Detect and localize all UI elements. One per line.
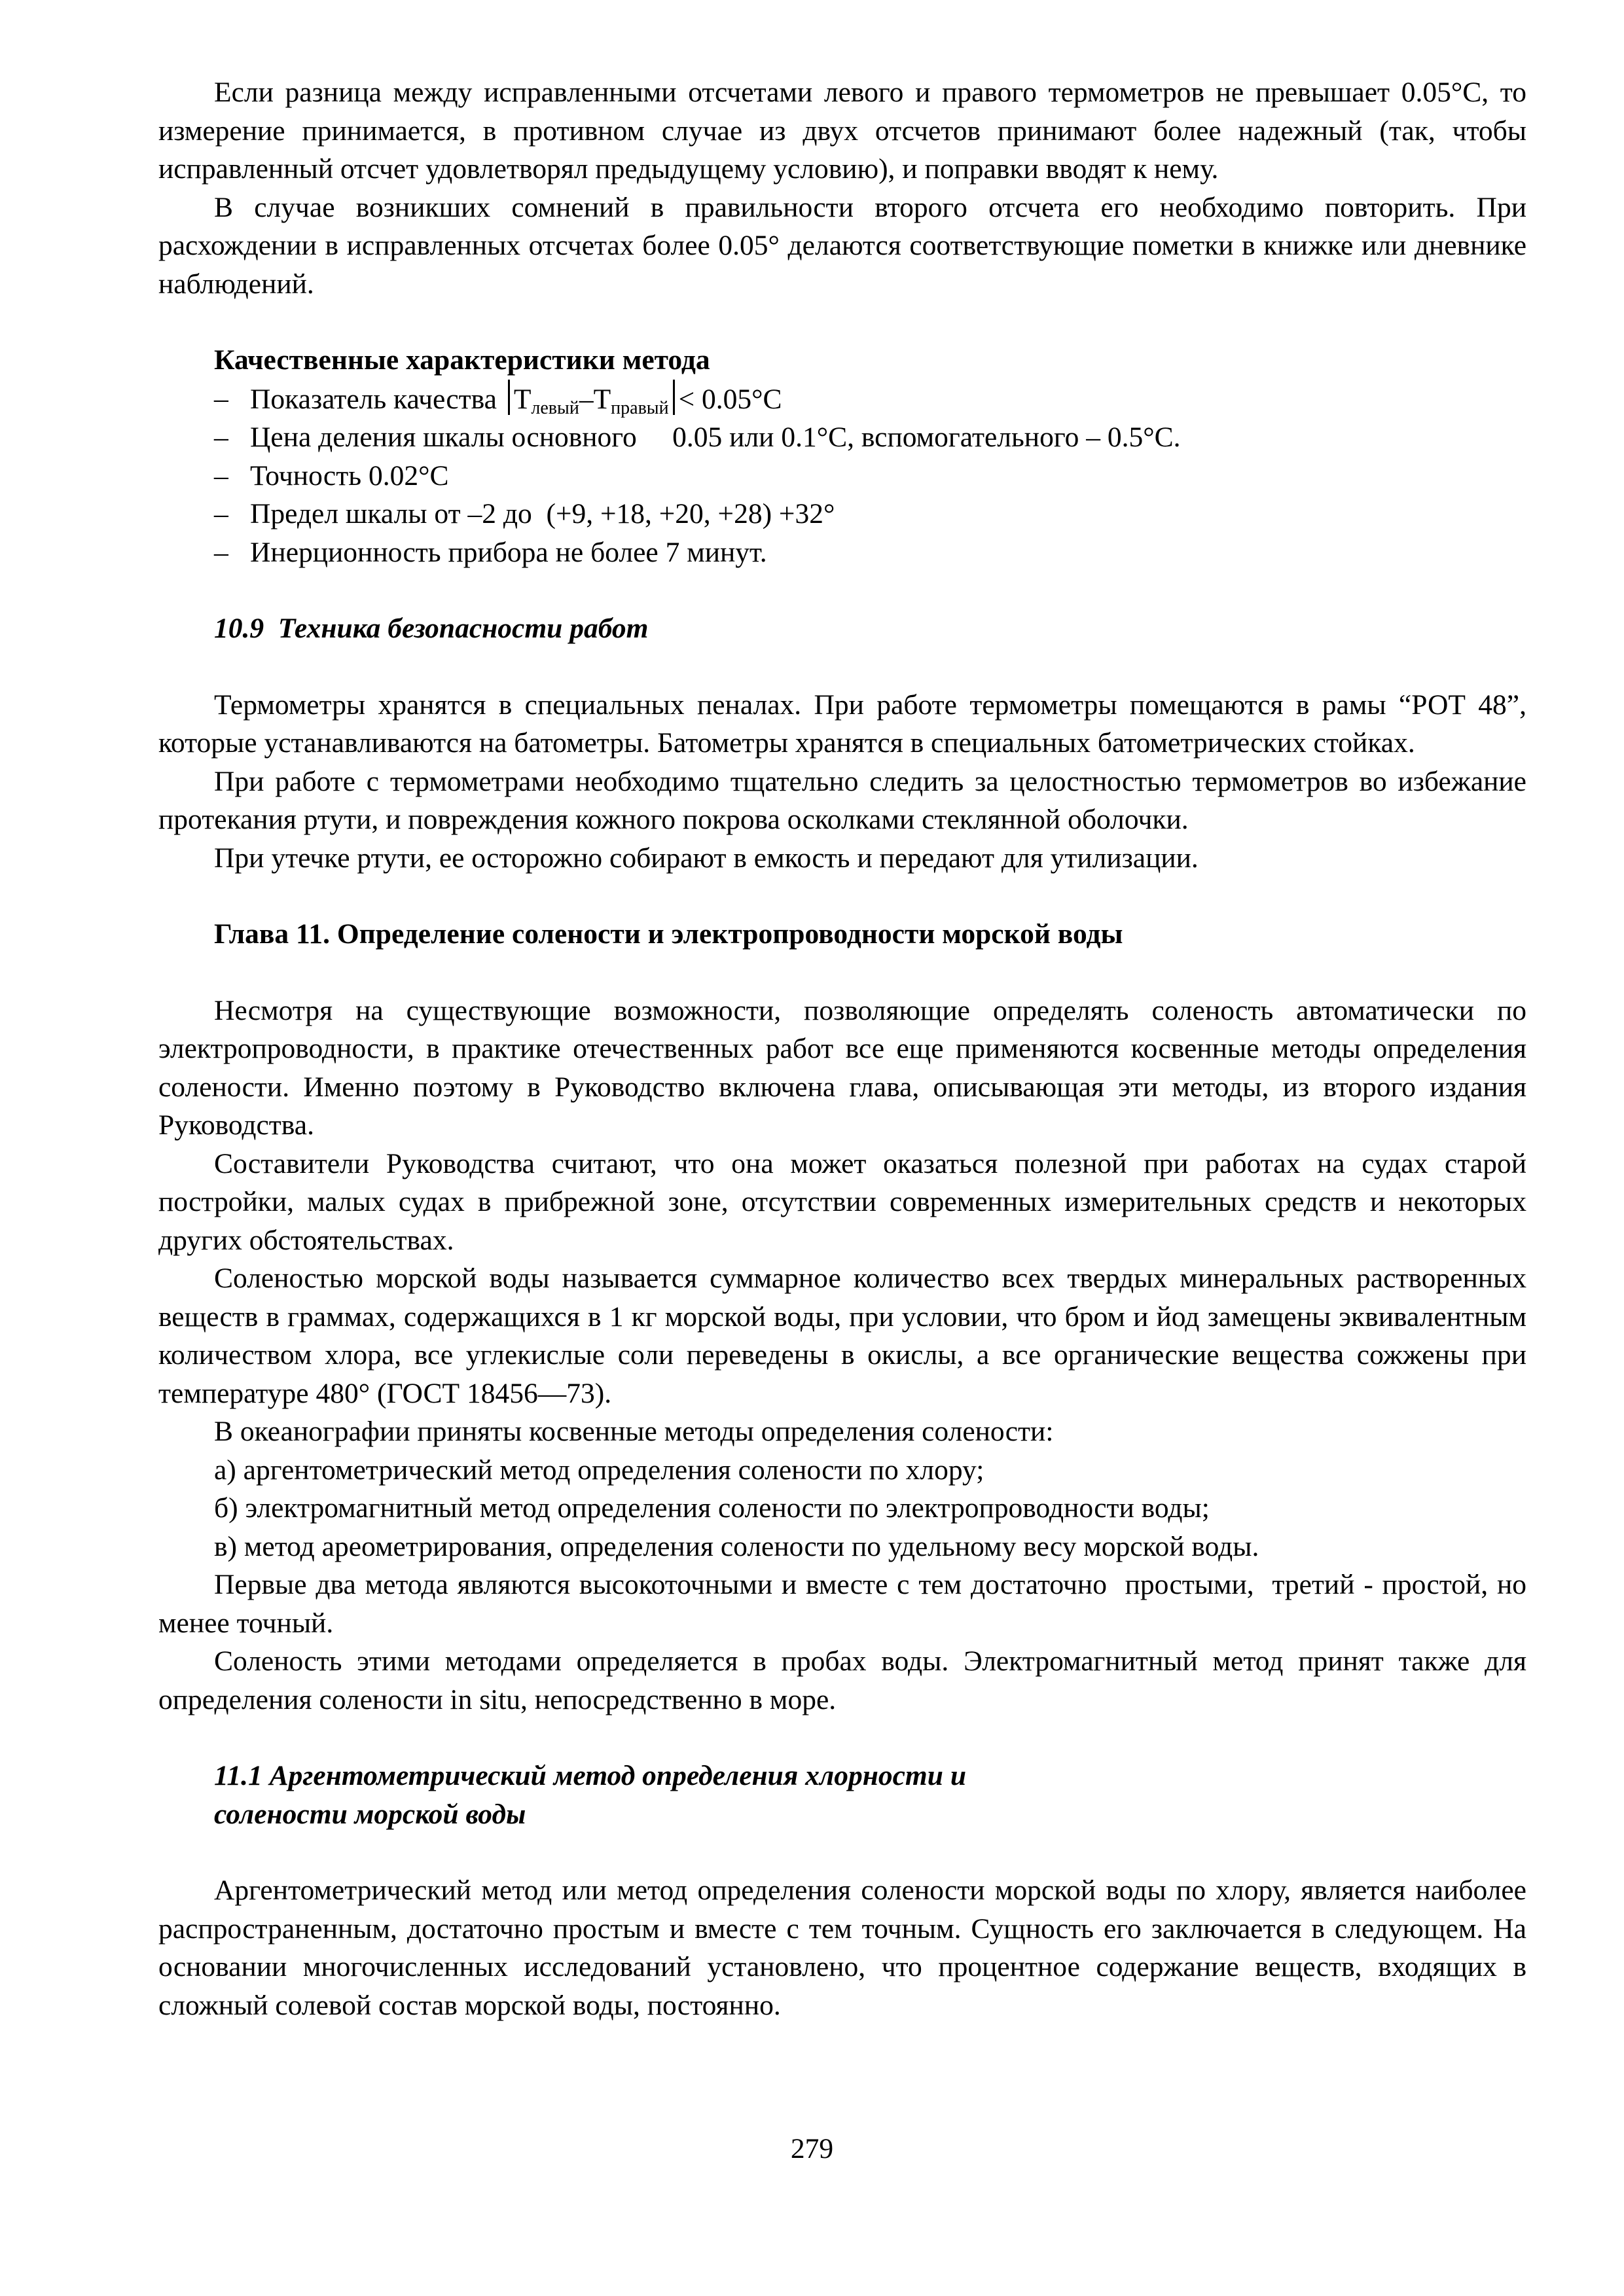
page-content — [158, 73, 1534, 2024]
section-heading-line: солености морской воды — [214, 1798, 526, 1830]
quality-index-label: Показатель качества — [250, 383, 497, 415]
abs-bar-right — [673, 380, 675, 415]
quality-index-value: < 0.05°С — [678, 383, 782, 415]
sub-right: правый — [611, 397, 669, 418]
chapter-heading: Глава 11. Определение солености и электропроводности морской воды — [214, 918, 1123, 950]
list-item-a: а) аргентометрический метод определения солености по хлору; — [214, 1454, 984, 1486]
paragraph: Составители Руководства считают, что она может оказаться полезной при работах на судах старой постройки, малых судах в прибрежной зоне, отсутствии современных измерительных средств и некоторых других обстоятельствах. — [158, 1147, 1526, 1256]
quality-list — [158, 380, 1526, 572]
list-item — [214, 457, 1526, 495]
sub-left: левый — [531, 397, 579, 418]
list-item — [214, 418, 1526, 457]
list-item — [214, 380, 1526, 419]
paragraph: Первые два метода являются высокоточными и вместе с тем достаточно простыми, третий - простой, но менее точный. — [158, 1569, 1534, 1639]
safety-heading: 10.9 Техника безопасности работ — [214, 613, 649, 644]
minus-t-symbol: –Т — [579, 383, 611, 415]
paragraph: Соленостью морской воды называется суммарное количество всех твердых минеральных растворенных веществ в граммах, содержащихся в 1 кг морской воды, при условии, что бром и йод замещены эквивалентным количеством хлора, все углекислые соли переведены в окислы, а все органические вещества сожжены при температуре 480° (ГОСТ 18456—73). — [158, 1263, 1526, 1409]
paragraph: Если разница между исправленными отсчетами левого и правого термометров не превышает 0.05°С, то измерение принимается, в противном случае из двух отсчетов принимают более надежный (так, чтобы исправленный отсчет удовлетворял предыдущему условию), и поправки вводят к нему. — [158, 77, 1526, 185]
paragraph: Термометры хранятся в специальных пеналах. При работе термометры помещаются в рамы “РОТ 48”, которые устанавливаются на батометры. Батометры хранятся в специальных батометрических стойках. — [158, 689, 1526, 759]
paragraph: Несмотря на существующие возможности, позволяющие определять соленость автоматически по электропроводности, в практике отечественных работ все еще применяются косвенные методы определения солености. Именно поэтому в Руководство включена глава, описывающая эти методы, из второго издания Руководства. — [158, 994, 1526, 1141]
section-heading — [158, 1757, 1526, 1833]
paragraph: Соленость этими методами определяется в пробах воды. Электромагнитный метод принят также для определения солености in situ, непосредственно в море. — [158, 1645, 1526, 1715]
paragraph: Аргентометрический метод или метод определения солености морской воды по хлору, является наиболее распространенным, достаточно простым и вместе с тем точным. Сущность его заключается в следующем. На основании многочисленных исследований установлено, что процентное содержание веществ, входящих в сложный солевой состав морской воды, постоянно. — [158, 1874, 1526, 2021]
list-dash: – — [214, 422, 228, 453]
paragraph: В случае возникших сомнений в правильности второго отсчета его необходимо повторить. При расхождении в исправленных отсчетах более 0.05° делаются соответствующие пометки в книжке или дневнике наблюдений. — [158, 191, 1526, 300]
paragraph: При утечке ртути, ее осторожно собирают в емкость и передают для утилизации. — [214, 842, 1199, 874]
list-dash: – — [214, 382, 228, 414]
abs-bar-left — [508, 380, 510, 415]
chapter-section — [158, 992, 1534, 1719]
scale-division-text: Цена деления шкалы основного 0.05 или 0.1°С, вспомогательного – 0.5°С. — [250, 422, 1181, 453]
section-heading-line: 11.1 Аргентометрический метод определения хлорности и — [214, 1760, 967, 1791]
paragraph: В океанографии приняты косвенные методы определения солености: — [214, 1416, 1054, 1447]
page-number: 279 — [790, 2133, 834, 2164]
section-11-1-body — [158, 1871, 1526, 2024]
list-dash: – — [214, 459, 228, 492]
scale-limit-text: Предел шкалы от –2 до (+9, +18, +20, +28) +32° — [250, 498, 835, 529]
list-item — [214, 495, 1526, 533]
intro-section — [158, 73, 1526, 303]
list-item-c: в) метод ареометрирования, определения солености по удельному весу морской воды. — [214, 1530, 1259, 1562]
list-item-b: б) электромагнитный метод определения солености по электропроводности воды; — [214, 1492, 1210, 1524]
list-item — [214, 533, 1526, 572]
safety-section — [158, 686, 1526, 878]
inertia-text: Инерционность прибора не более 7 минут. — [250, 536, 767, 568]
quality-heading: Качественные характеристики метода — [214, 344, 710, 376]
accuracy-text: Точность 0.02°С — [250, 459, 449, 492]
paragraph: При работе с термометрами необходимо тщательно следить за целостностью термометров во избежание протекания ртути, и повреждения кожного покрова осколками стеклянной оболочки. — [158, 765, 1526, 835]
list-dash: – — [214, 498, 228, 529]
list-dash: – — [214, 536, 228, 568]
t-symbol: Т — [513, 383, 532, 415]
